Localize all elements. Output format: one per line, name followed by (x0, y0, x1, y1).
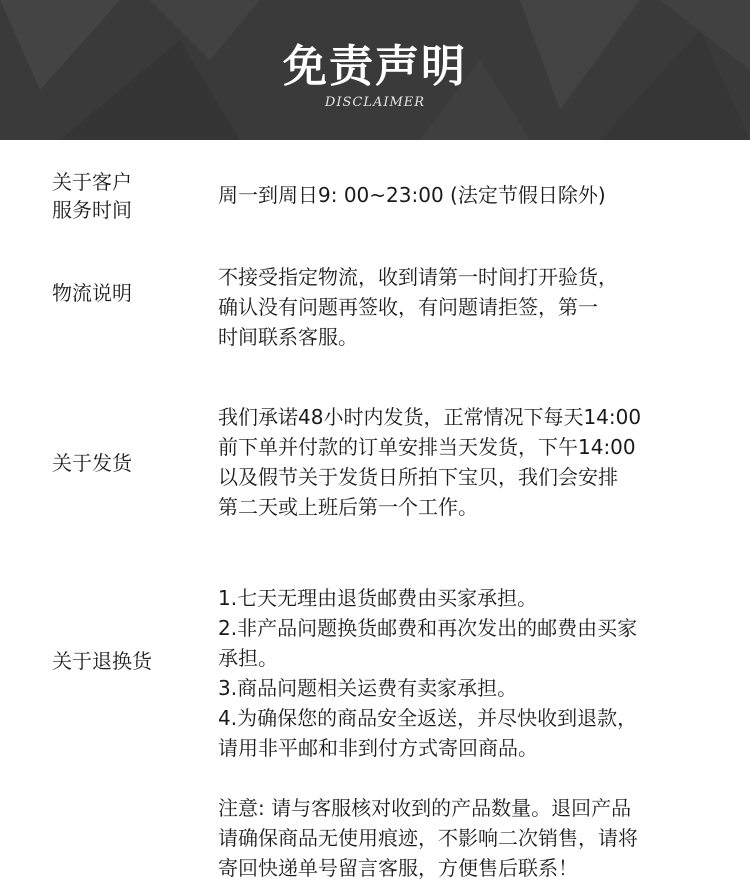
label-line: 关于退换货 (52, 649, 152, 673)
section-content-logistics (218, 262, 718, 352)
label-line: 关于客户 (52, 170, 132, 194)
content-line: 请用非平邮和非到付方式寄回商品。 (218, 736, 538, 760)
paragraph-gap (218, 763, 718, 793)
content-line: 以及假节关于发货日所拍下宝贝，我们会安排 (218, 465, 618, 489)
content-line: 2.非产品问题换货邮费和再次发出的邮费由买家 (218, 616, 638, 640)
section-label-service-hours (52, 168, 132, 224)
section-label-shipping (52, 449, 132, 477)
content-line: 周一到周日9: 00~23:00 (法定节假日除外) (218, 183, 606, 207)
section-content-shipping (218, 402, 718, 522)
section-label-logistics (52, 279, 132, 307)
label-line: 物流说明 (52, 281, 132, 305)
note-line: 请确保商品无使用痕迹，不影响二次销售，请将 (218, 826, 638, 850)
page-subtitle: DISCLAIMER (324, 95, 426, 110)
content-line: 第二天或上班后第一个工作。 (218, 495, 478, 519)
content-line: 确认没有问题再签收，有问题请拒签，第一 (218, 295, 598, 319)
label-line: 关于发货 (52, 451, 132, 475)
section-label-returns (52, 647, 152, 675)
content-line: 1.七天无理由退货邮费由买家承担。 (218, 586, 538, 610)
page-title: 免责声明 (283, 41, 467, 92)
label-line: 服务时间 (52, 198, 132, 222)
content-line: 时间联系客服。 (218, 325, 358, 349)
note-line: 注意: 请与客服核对收到的产品数量。退回产品 (218, 796, 632, 820)
content-line: 前下单并付款的订单安排当天发货，下午14:00 (218, 435, 636, 459)
section-content-service-hours (218, 180, 718, 210)
content-line: 不接受指定物流，收到请第一时间打开验货， (218, 265, 618, 289)
header-banner (0, 0, 750, 140)
content-line: 3.商品问题相关运费有卖家承担。 (218, 676, 518, 700)
note-line: 寄回快递单号留言客服，方便售后联系！ (218, 856, 578, 880)
content-line: 承担。 (218, 646, 278, 670)
section-content-returns (218, 583, 718, 883)
content-line: 我们承诺48小时内发货，正常情况下每天14:00 (218, 405, 642, 429)
content-line: 4.为确保您的商品安全返送，并尽快收到退款， (218, 706, 638, 730)
